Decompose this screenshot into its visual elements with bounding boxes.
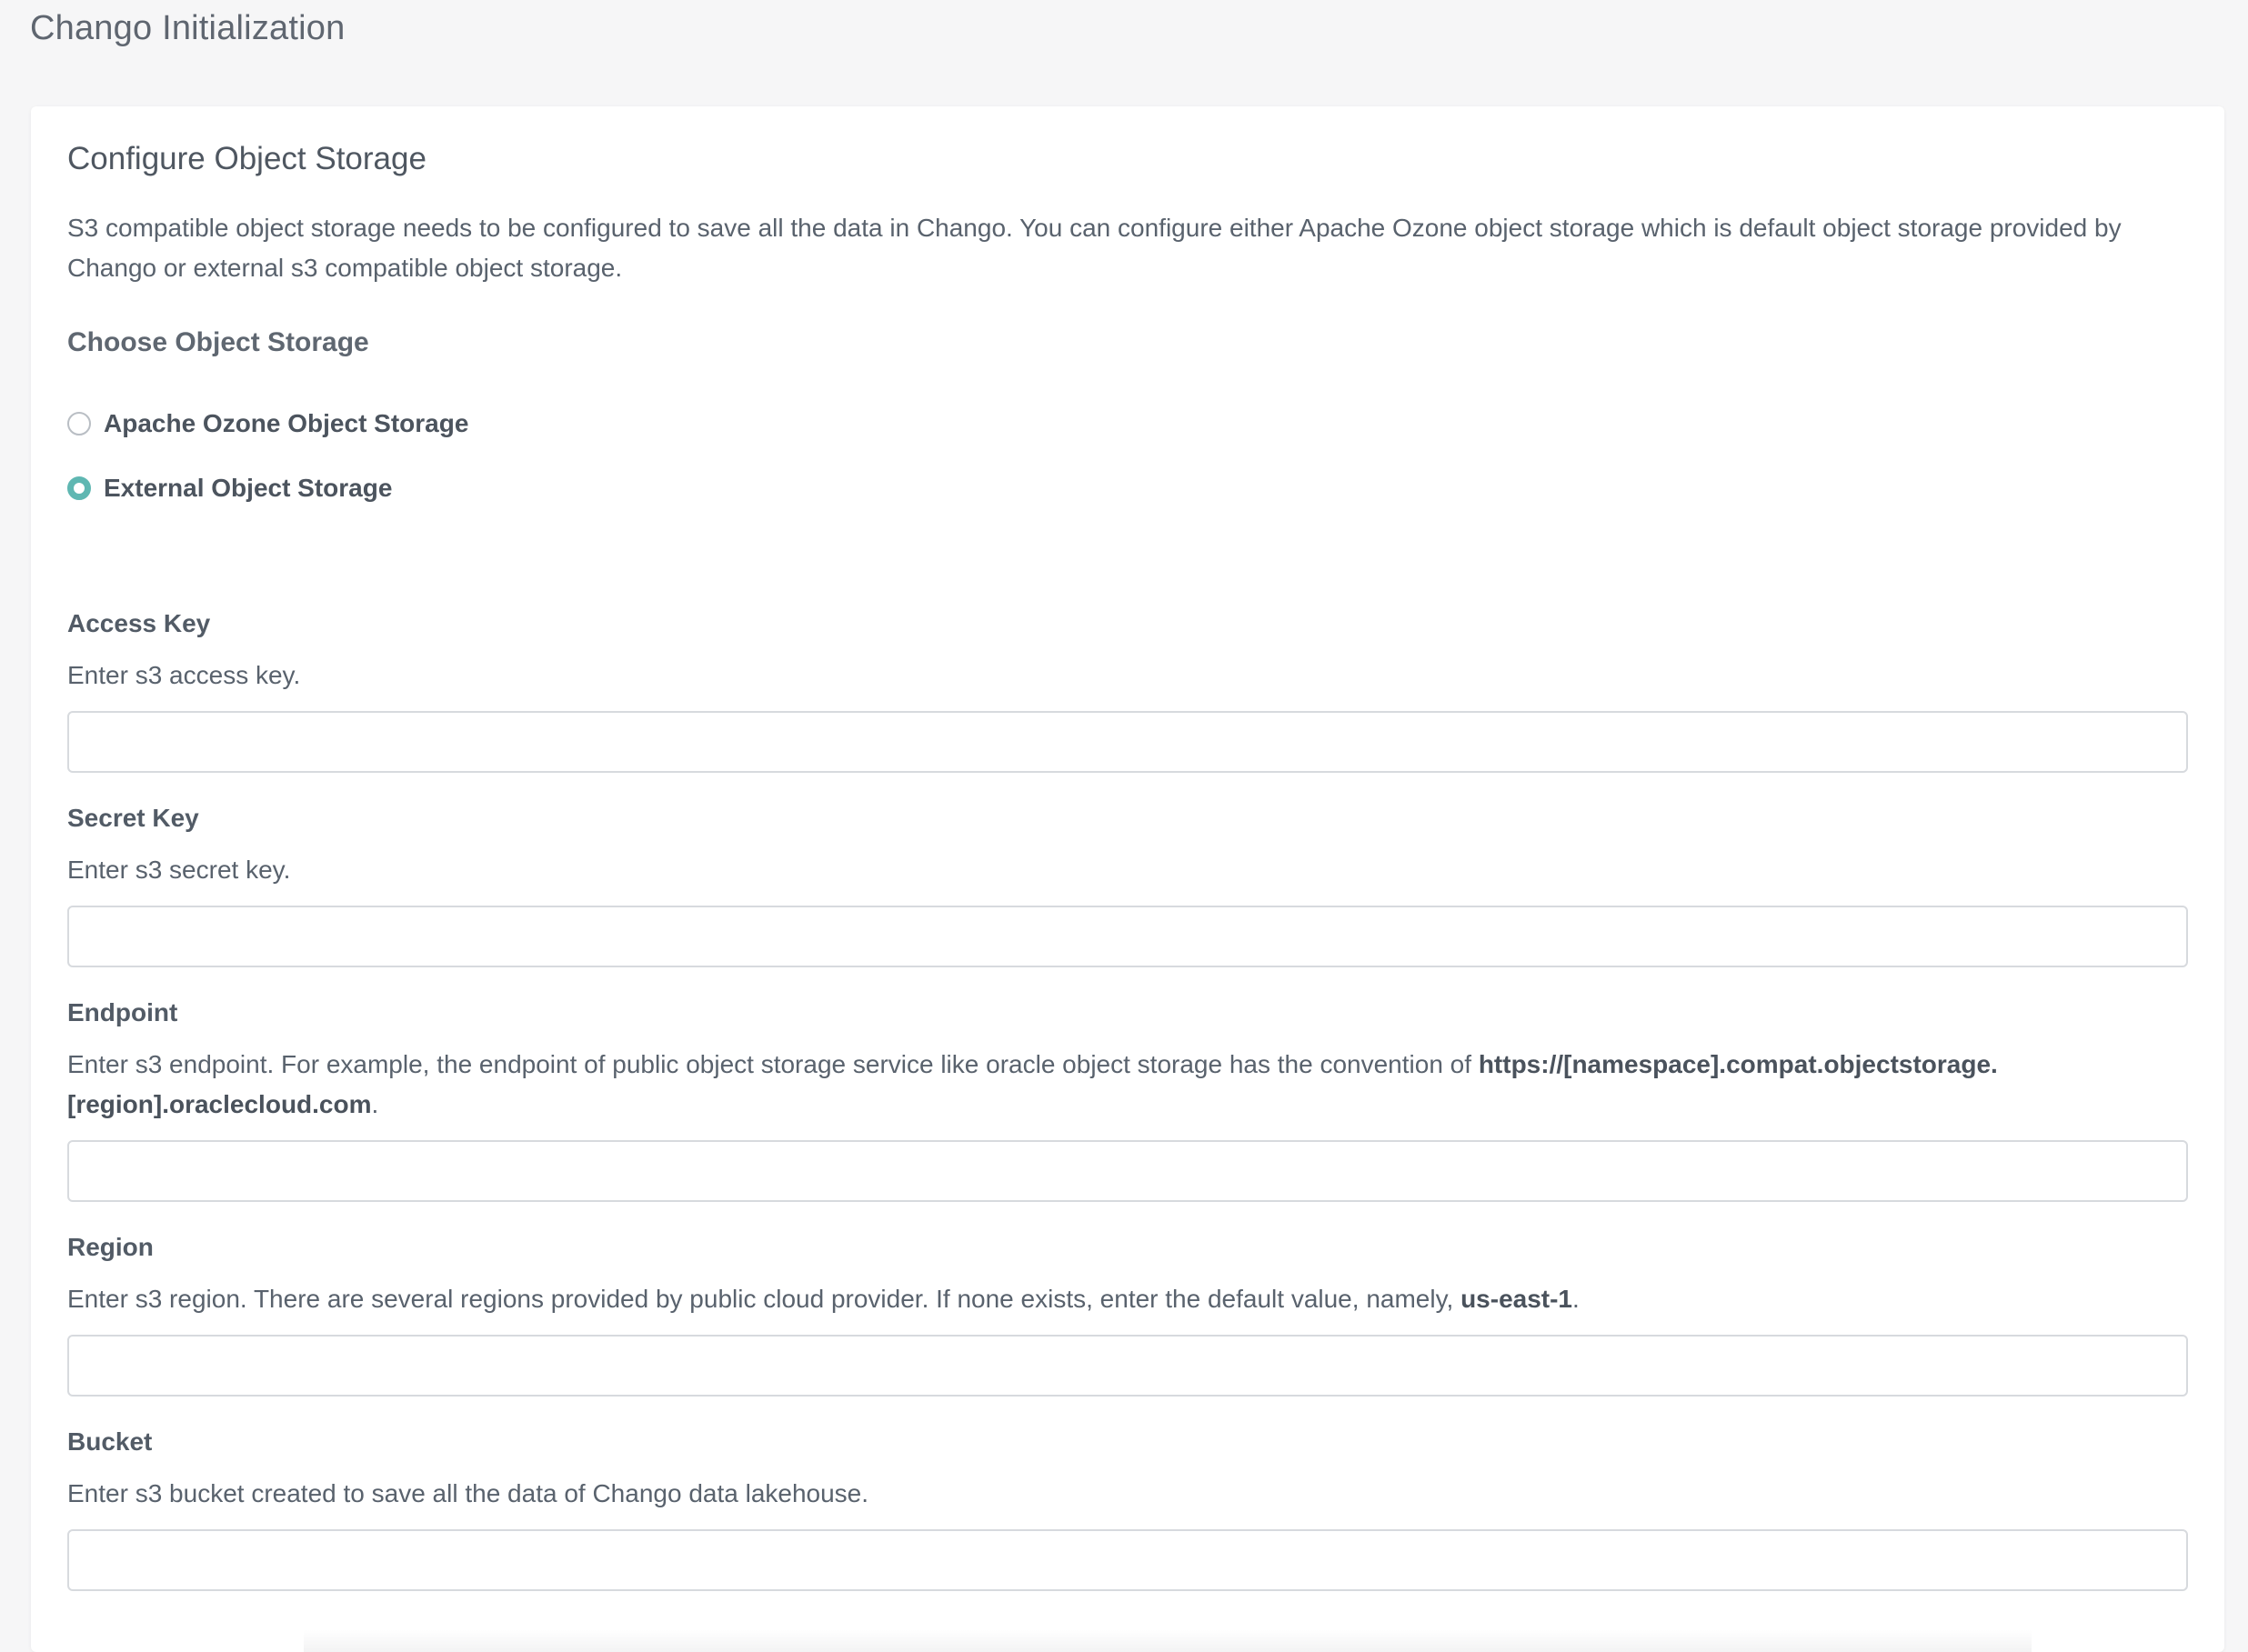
radio-label-apache-ozone: Apache Ozone Object Storage	[104, 409, 469, 437]
endpoint-help-example: https://[namespace].compat.objectstorage.[region].oraclecloud.com	[67, 1050, 1998, 1118]
card-title: Configure Object Storage	[67, 141, 427, 176]
region-help	[67, 1279, 2177, 1319]
bucket-input[interactable]	[67, 1529, 2188, 1591]
endpoint-help-text: Enter s3 endpoint. For example, the endpoint of public object storage service like oracle object storage has the convention of	[67, 1050, 1479, 1078]
region-help-suffix: .	[1572, 1285, 1580, 1313]
radio-circle-unchecked[interactable]	[67, 412, 91, 436]
radio-apache-ozone[interactable]	[67, 409, 468, 438]
card-description: S3 compatible object storage needs to be configured to save all the data in Chango. You can configure either Apache Ozone object storage which is default object storage provided by Chango or external s3 compatible object storage.	[67, 214, 2122, 282]
endpoint-label: Endpoint	[67, 998, 178, 1026]
secret-key-input[interactable]	[67, 906, 2188, 967]
radio-circle-checked[interactable]	[67, 476, 91, 500]
secret-key-label: Secret Key	[67, 804, 199, 832]
endpoint-input[interactable]	[67, 1140, 2188, 1202]
radio-label-external-storage: External Object Storage	[104, 474, 393, 502]
secret-key-help: Enter s3 secret key.	[67, 856, 291, 884]
access-key-help: Enter s3 access key.	[67, 661, 301, 689]
region-label: Region	[67, 1233, 154, 1261]
region-help-default: us-east-1	[1460, 1285, 1572, 1313]
bucket-label: Bucket	[67, 1427, 153, 1456]
access-key-label: Access Key	[67, 609, 211, 637]
endpoint-help	[67, 1045, 2177, 1125]
region-input[interactable]	[67, 1335, 2188, 1397]
endpoint-help-suffix: .	[371, 1090, 379, 1118]
access-key-input[interactable]	[67, 711, 2188, 773]
radio-external-storage[interactable]	[67, 474, 392, 503]
object-storage-card	[31, 106, 2224, 1652]
bucket-help: Enter s3 bucket created to save all the data of Chango data lakehouse.	[67, 1479, 869, 1507]
choose-storage-title: Choose Object Storage	[67, 327, 369, 357]
page-title: Chango Initialization	[30, 9, 346, 47]
region-help-text: Enter s3 region. There are several regions provided by public cloud provider. If none exists, enter the default value, namely,	[67, 1285, 1461, 1313]
bottom-shadow	[304, 1630, 2032, 1652]
